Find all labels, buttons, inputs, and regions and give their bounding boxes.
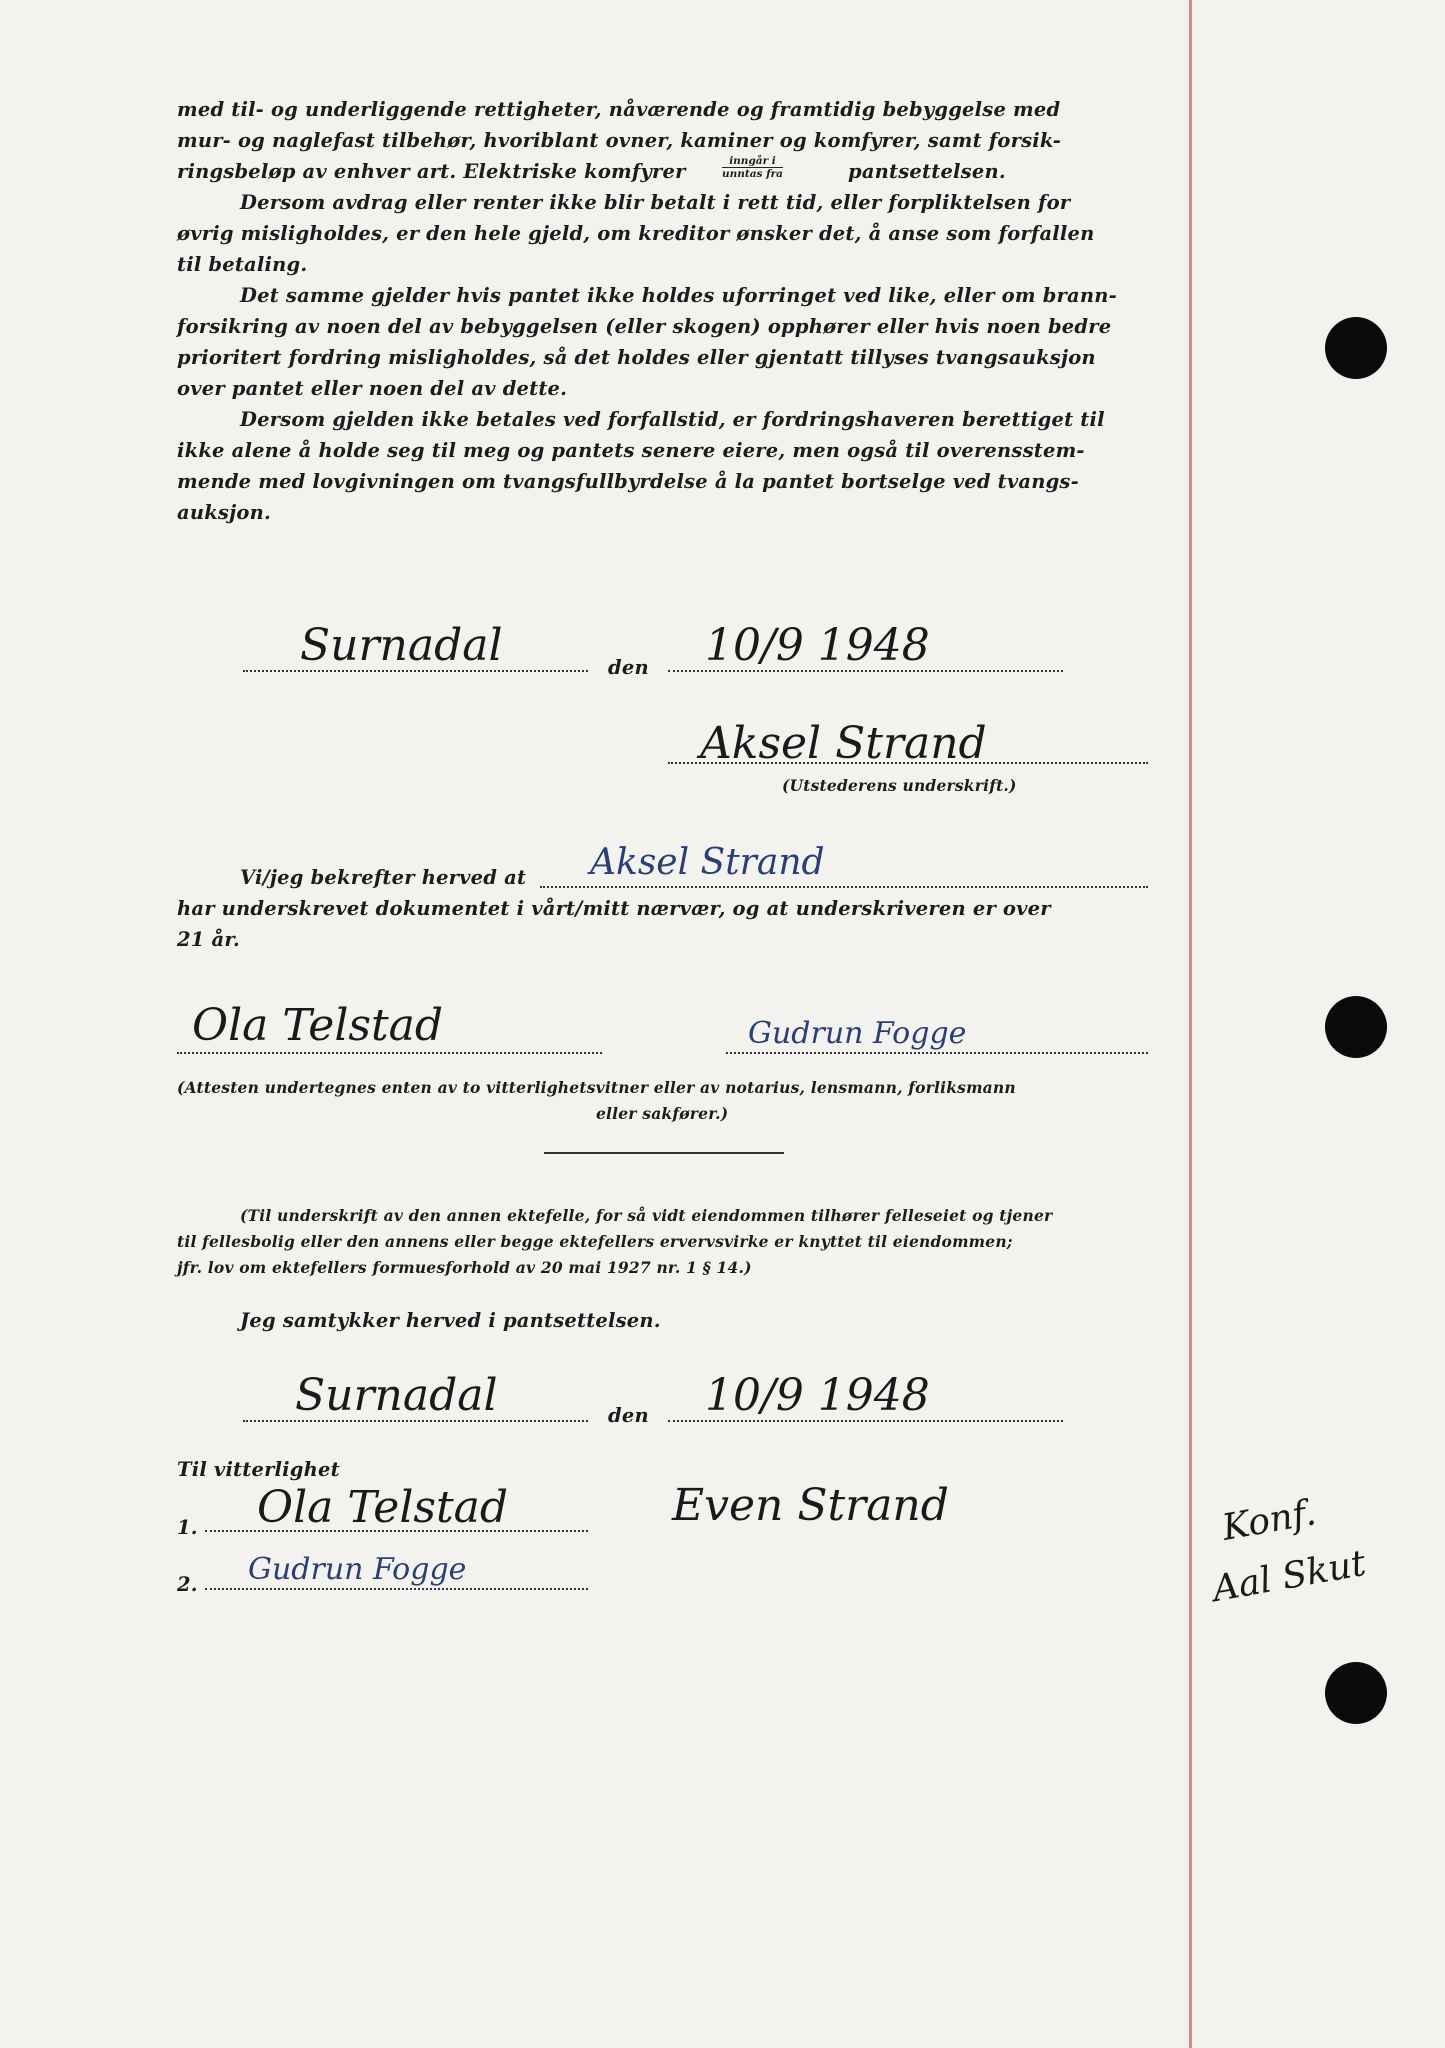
witness-number: 1. (177, 1516, 198, 1539)
spouse-note-line: jfr. lov om ektefellers formuesforhold av 20 mai 1927 nr. 1 § 14.) (177, 1258, 752, 1277)
margin-note-line1: Konf. (1219, 1492, 1320, 1549)
body-line: forsikring av noen del av bebyggelsen (eller skogen) opphører eller hvis noen bedre (177, 315, 1112, 338)
fraction-bottom: unntas fra (722, 168, 783, 180)
witness-2-dotted-line (726, 1052, 1148, 1054)
section-divider (544, 1152, 784, 1154)
punch-hole-bottom (1325, 1662, 1387, 1724)
confirmed-name-handwritten: Aksel Strand (590, 842, 825, 883)
margin-note-line2: Aal Skut (1209, 1542, 1369, 1611)
body-line: prioritert fordring misligholdes, så det holdes eller gjentatt tillyses tvangsauksjon (177, 346, 1096, 369)
consent-witness-2-signature: Gudrun Fogge (248, 1552, 467, 1587)
witness-label: Til vitterlighet (177, 1458, 340, 1481)
body-line: ringsbeløp av enhver art. Elektriske komfyrer (177, 160, 686, 183)
witness-1-dotted-line (177, 1052, 602, 1054)
issuer-date-handwritten: 10/9 1948 (705, 620, 930, 671)
body-line: mur- og naglefast tilbehør, hvoriblant ovner, kaminer og komfyrer, samt forsik- (177, 129, 1062, 152)
consent-witness-2-dotted-line (205, 1588, 588, 1590)
body-line: auksjon. (177, 501, 271, 524)
body-line: pantsettelsen. (848, 160, 1006, 183)
confirmation-dotted-line (540, 886, 1148, 888)
body-line: Dersom avdrag eller renter ikke blir betalt i rett tid, eller forpliktelsen for (240, 191, 1071, 214)
issuer-place-handwritten: Surnadal (300, 620, 503, 671)
fraction-top: inngår i (722, 155, 783, 168)
punch-hole-top (1325, 317, 1387, 379)
red-margin-line (1189, 0, 1192, 2048)
consent-place-handwritten: Surnadal (295, 1370, 498, 1421)
consent-date-dotted-line (668, 1420, 1063, 1422)
den-label: den (608, 656, 649, 679)
body-line: Dersom gjelden ikke betales ved forfallstid, er fordringshaveren berettiget til (240, 408, 1105, 431)
signature-dotted-line (668, 762, 1148, 764)
confirmation-line: 21 år. (177, 928, 241, 951)
spouse-note-line: (Til underskrift av den annen ektefelle, for så vidt eiendommen tilhører felleseiet og tjener (240, 1206, 1053, 1225)
body-line: øvrig misligholdes, er den hele gjeld, om kreditor ønsker det, å anse som forfallen (177, 222, 1095, 245)
body-line: over pantet eller noen del av dette. (177, 377, 568, 400)
body-line: mende med lovgivningen om tvangsfullbyrdelse å la pantet bortselge ved tvangs- (177, 470, 1079, 493)
punch-hole-middle (1325, 996, 1387, 1058)
consent-date-handwritten: 10/9 1948 (705, 1370, 930, 1421)
consent-place-dotted-line (243, 1420, 588, 1422)
attest-note: eller sakfører.) (596, 1104, 729, 1123)
body-line: med til- og underliggende rettigheter, nåværende og framtidig bebyggelse med (177, 98, 1061, 121)
body-line: ikke alene å holde seg til meg og pantets senere eiere, men også til overensstem- (177, 439, 1085, 462)
spouse-signature: Even Strand (672, 1480, 949, 1531)
attest-note: (Attesten undertegnes enten av to vitterlighetsvitner eller av notarius, lensmann, forliksmann (177, 1078, 1016, 1097)
body-line: til betaling. (177, 253, 308, 276)
consent-den-label: den (608, 1404, 649, 1427)
signature-caption: (Utstederens underskrift.) (782, 776, 1017, 795)
place-dotted-line (243, 670, 588, 672)
issuer-signature: Aksel Strand (700, 718, 987, 769)
witness-2-signature: Gudrun Fogge (748, 1016, 967, 1051)
confirmation-line: Vi/jeg bekrefter herved at (240, 866, 527, 889)
fraction-inngar-unntas (722, 155, 783, 180)
witness-number: 2. (177, 1573, 198, 1596)
spouse-note-line: til fellesbolig eller den annens eller begge ektefellers ervervsvirke er knyttet til eiendommen; (177, 1232, 1013, 1251)
body-line: Det samme gjelder hvis pantet ikke holdes uforringet ved like, eller om brann- (240, 284, 1117, 307)
consent-witness-1-dotted-line (205, 1530, 588, 1532)
witness-1-signature: Ola Telstad (192, 1000, 444, 1051)
date-dotted-line (668, 670, 1063, 672)
confirmation-line: har underskrevet dokumentet i vårt/mitt nærvær, og at underskriveren er over (177, 897, 1051, 920)
consent-text: Jeg samtykker herved i pantsettelsen. (240, 1309, 661, 1332)
consent-witness-1-signature: Ola Telstad (257, 1482, 509, 1533)
